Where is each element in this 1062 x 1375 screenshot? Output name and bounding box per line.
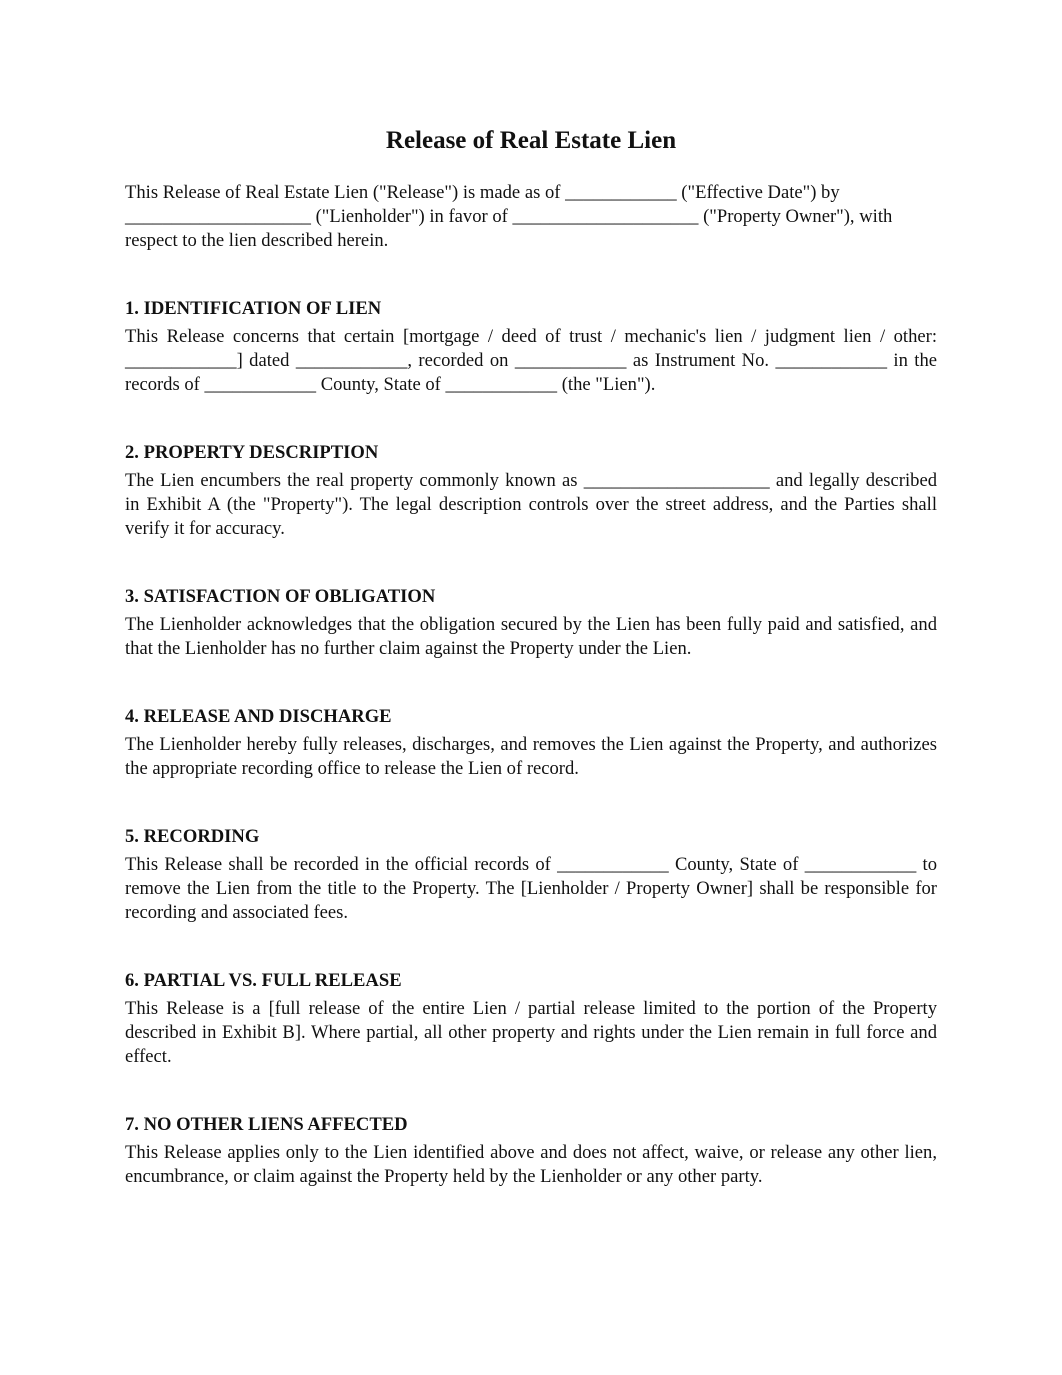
section-body: This Release concerns that certain [mortgage / deed of trust / mechanic's lien / judgment lien / other: ____________] dated ____________, recorded on ____________ as Instrument No. ____________ in the records of ____________ County, State of ____________ (the "Lien"). xyxy=(125,326,937,396)
section-body: This Release is a [full release of the entire Lien / partial release limited to the portion of the Property described in Exhibit B]. Where partial, all other property and rights under the Lien remain in full force and effect. xyxy=(125,998,937,1068)
section-identification-of-lien xyxy=(125,297,937,398)
intro-paragraph: This Release of Real Estate Lien ("Release") is made as of ____________ ("Effective Date") by ____________________ ("Lienholder") in favor of ____________________ ("Property Owner"), with respect to the lien described herein. xyxy=(125,182,893,252)
section-property-description xyxy=(125,441,937,542)
section-body: This Release applies only to the Lien identified above and does not affect, waive, or release any other lien, encumbrance, or claim against the Property held by the Lienholder or any other party. xyxy=(125,1142,937,1188)
section-satisfaction-of-obligation xyxy=(125,585,937,661)
section-heading: 4. RELEASE AND DISCHARGE xyxy=(125,706,392,727)
section-no-other-liens-affected xyxy=(125,1113,937,1189)
section-partial-vs-full-release xyxy=(125,969,937,1070)
section-release-and-discharge xyxy=(125,705,937,781)
section-heading: 3. SATISFACTION OF OBLIGATION xyxy=(125,586,436,607)
section-body: This Release shall be recorded in the official records of ____________ County, State of ____________ to remove the Lien from the title to the Property. The [Lienholder / Property Owner] shall be responsible for recording and associated fees. xyxy=(125,854,937,924)
document-title: Release of Real Estate Lien xyxy=(385,127,677,154)
section-heading: 6. PARTIAL VS. FULL RELEASE xyxy=(125,970,402,991)
section-heading: 7. NO OTHER LIENS AFFECTED xyxy=(125,1114,408,1135)
section-body: The Lienholder acknowledges that the obligation secured by the Lien has been fully paid and satisfied, and that the Lienholder has no further claim against the Property under the Lien. xyxy=(125,614,937,660)
section-recording xyxy=(125,825,937,926)
section-heading: 1. IDENTIFICATION OF LIEN xyxy=(125,298,382,319)
section-body: The Lienholder hereby fully releases, discharges, and removes the Lien against the Property, and authorizes the appropriate recording office to release the Lien of record. xyxy=(125,734,937,780)
section-body: The Lien encumbers the real property commonly known as ____________________ and legally described in Exhibit A (the "Property"). The legal description controls over the street address, and the Parties shall verify it for accuracy. xyxy=(125,470,937,540)
section-heading: 5. RECORDING xyxy=(125,826,260,847)
section-heading: 2. PROPERTY DESCRIPTION xyxy=(125,442,379,463)
